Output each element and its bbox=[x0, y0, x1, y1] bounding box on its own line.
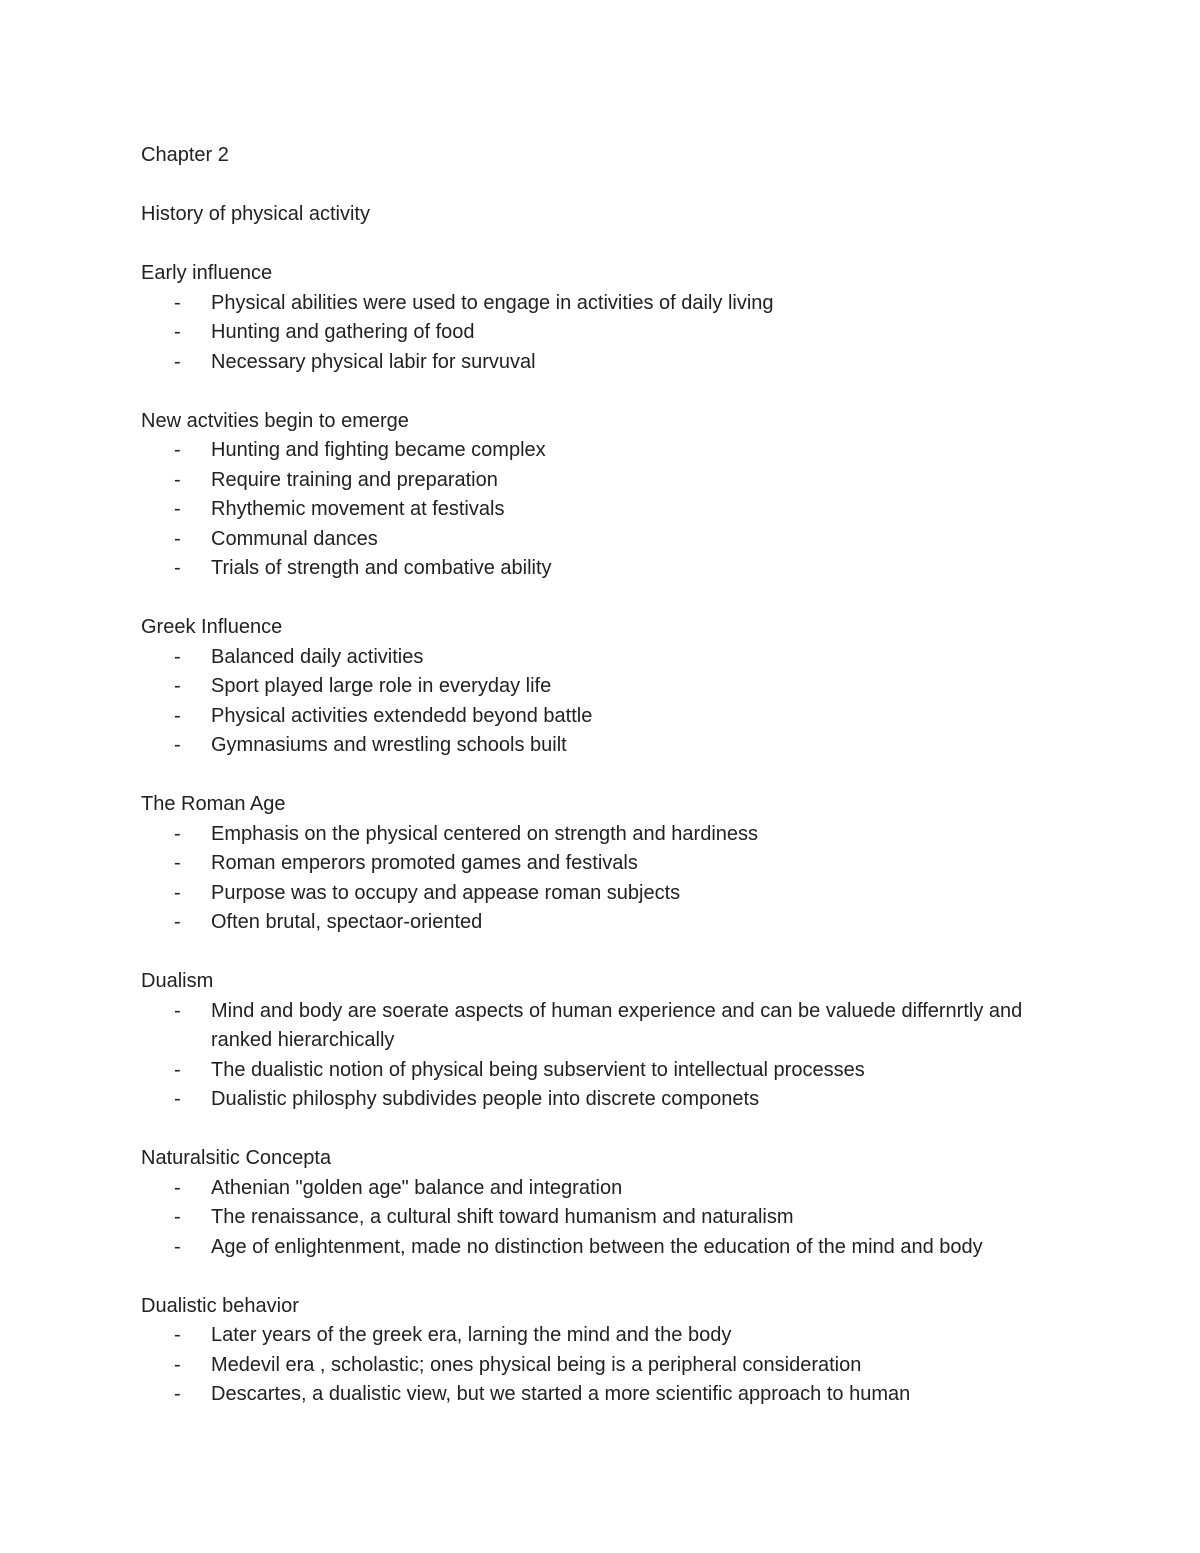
section-heading: Naturalsitic Concepta bbox=[141, 1147, 332, 1169]
list-item bbox=[141, 879, 1071, 909]
document-title: Chapter 2 bbox=[141, 144, 229, 166]
bullet-dash: - bbox=[174, 852, 181, 874]
list-item bbox=[141, 466, 1071, 496]
section-heading: Early influence bbox=[141, 262, 273, 284]
section-heading: The Roman Age bbox=[141, 793, 286, 815]
list-item bbox=[141, 702, 1071, 732]
list-item bbox=[141, 289, 1071, 319]
list-item-text: Necessary physical labir for survuval bbox=[211, 350, 536, 373]
list-item-text: Physical abilities were used to engage in activities of daily living bbox=[211, 291, 774, 314]
list-item bbox=[141, 318, 1071, 348]
document-subtitle: History of physical activity bbox=[141, 203, 370, 225]
bullet-dash: - bbox=[174, 498, 181, 520]
section bbox=[141, 407, 1071, 614]
section-heading: Dualistic behavior bbox=[141, 1294, 299, 1317]
list-item-text: Emphasis on the physical centered on strength and hardiness bbox=[211, 822, 759, 845]
list-item-text: The renaissance, a cultural shift toward humanism and naturalism bbox=[211, 1206, 794, 1228]
list-item-text: Sport played large role in everyday life bbox=[211, 675, 552, 697]
bullet-dash: - bbox=[174, 527, 181, 550]
list-item bbox=[141, 731, 1071, 761]
bullet-dash: - bbox=[174, 1235, 181, 1258]
list-item-text: Purpose was to occupy and appease roman subjects bbox=[211, 881, 681, 904]
bullet-dash: - bbox=[174, 911, 181, 933]
list-item-text: Rhythemic movement at festivals bbox=[211, 498, 505, 520]
list-item bbox=[141, 672, 1071, 702]
section-heading: Dualism bbox=[141, 970, 214, 992]
document-page bbox=[141, 141, 1071, 1410]
section bbox=[141, 613, 1071, 790]
bullet-list bbox=[141, 1321, 1071, 1410]
bullet-list bbox=[141, 289, 1071, 378]
bullet-dash: - bbox=[174, 734, 181, 756]
bullet-list bbox=[141, 643, 1071, 761]
bullet-dash: - bbox=[174, 468, 181, 491]
section bbox=[141, 967, 1071, 1144]
list-item-text: Require training and preparation bbox=[211, 468, 498, 491]
spacer bbox=[141, 230, 1071, 260]
spacer bbox=[141, 584, 1071, 614]
bullet-dash: - bbox=[174, 1383, 181, 1405]
bullet-dash: - bbox=[174, 881, 181, 904]
bullet-dash: - bbox=[174, 1353, 181, 1376]
list-item bbox=[141, 997, 1071, 1056]
list-item-text: Gymnasiums and wrestling schools built bbox=[211, 734, 567, 756]
list-item-text: Later years of the greek era, larning the mind and the body bbox=[211, 1324, 732, 1346]
bullet-dash: - bbox=[174, 321, 181, 343]
list-item bbox=[141, 820, 1071, 850]
list-item bbox=[141, 1085, 1071, 1115]
list-item-text: Dualistic philosphy subdivides people into discrete componets bbox=[211, 1088, 760, 1110]
bullet-dash: - bbox=[174, 999, 181, 1022]
list-item-text: Mind and body are soerate aspects of human experience and can be valuede differnrtly and ranked hierarchically bbox=[211, 999, 1023, 1051]
list-item-text: Athenian "golden age" balance and integration bbox=[211, 1176, 623, 1199]
section bbox=[141, 1292, 1071, 1410]
bullet-dash: - bbox=[174, 439, 181, 461]
bullet-dash: - bbox=[174, 350, 181, 373]
list-item bbox=[141, 554, 1071, 584]
list-item bbox=[141, 436, 1071, 466]
list-item bbox=[141, 849, 1071, 879]
bullet-list bbox=[141, 1174, 1071, 1263]
bullet-dash: - bbox=[174, 1088, 181, 1110]
bullet-dash: - bbox=[174, 1324, 181, 1346]
list-item bbox=[141, 1056, 1071, 1086]
list-item bbox=[141, 908, 1071, 938]
list-item bbox=[141, 1351, 1071, 1381]
list-item bbox=[141, 495, 1071, 525]
list-item bbox=[141, 348, 1071, 378]
bullet-list bbox=[141, 436, 1071, 584]
section bbox=[141, 259, 1071, 407]
bullet-dash: - bbox=[174, 1206, 181, 1228]
list-item-text: Hunting and gathering of food bbox=[211, 321, 475, 343]
list-item bbox=[141, 1233, 1071, 1263]
list-item bbox=[141, 1203, 1071, 1233]
list-item bbox=[141, 643, 1071, 673]
spacer bbox=[141, 1262, 1071, 1292]
bullet-dash: - bbox=[174, 1176, 181, 1199]
bullet-dash: - bbox=[174, 557, 181, 579]
spacer bbox=[141, 938, 1071, 968]
list-item-text: Hunting and fighting became complex bbox=[211, 439, 546, 461]
list-item-text: Medevil era , scholastic; ones physical being is a peripheral consideration bbox=[211, 1353, 862, 1376]
section-heading: New actvities begin to emerge bbox=[141, 409, 409, 432]
bullet-list bbox=[141, 820, 1071, 938]
list-item-text: The dualistic notion of physical being subservient to intellectual processes bbox=[211, 1058, 865, 1081]
list-item bbox=[141, 525, 1071, 555]
list-item-text: Physical activities extendedd beyond battle bbox=[211, 704, 593, 727]
bullet-dash: - bbox=[174, 645, 181, 668]
spacer bbox=[141, 1115, 1071, 1145]
list-item bbox=[141, 1174, 1071, 1204]
bullet-dash: - bbox=[174, 675, 181, 697]
sections bbox=[141, 259, 1071, 1410]
spacer bbox=[141, 377, 1071, 407]
section-heading: Greek Influence bbox=[141, 616, 283, 638]
list-item-text: Balanced daily activities bbox=[211, 645, 424, 668]
list-item-text: Roman emperors promoted games and festivals bbox=[211, 852, 638, 874]
bullet-dash: - bbox=[174, 822, 181, 845]
spacer bbox=[141, 171, 1071, 201]
bullet-dash: - bbox=[174, 704, 181, 727]
list-item bbox=[141, 1321, 1071, 1351]
bullet-dash: - bbox=[174, 291, 181, 314]
bullet-list bbox=[141, 997, 1071, 1115]
list-item-text: Often brutal, spectaor-oriented bbox=[211, 911, 483, 933]
list-item-text: Trials of strength and combative ability bbox=[211, 557, 552, 579]
list-item-text: Age of enlightenment, made no distinction between the education of the mind and body bbox=[211, 1235, 983, 1258]
spacer bbox=[141, 761, 1071, 791]
section bbox=[141, 790, 1071, 967]
list-item bbox=[141, 1380, 1071, 1410]
section bbox=[141, 1144, 1071, 1292]
list-item-text: Communal dances bbox=[211, 527, 378, 550]
bullet-dash: - bbox=[174, 1058, 181, 1081]
list-item-text: Descartes, a dualistic view, but we started a more scientific approach to human bbox=[211, 1383, 911, 1405]
